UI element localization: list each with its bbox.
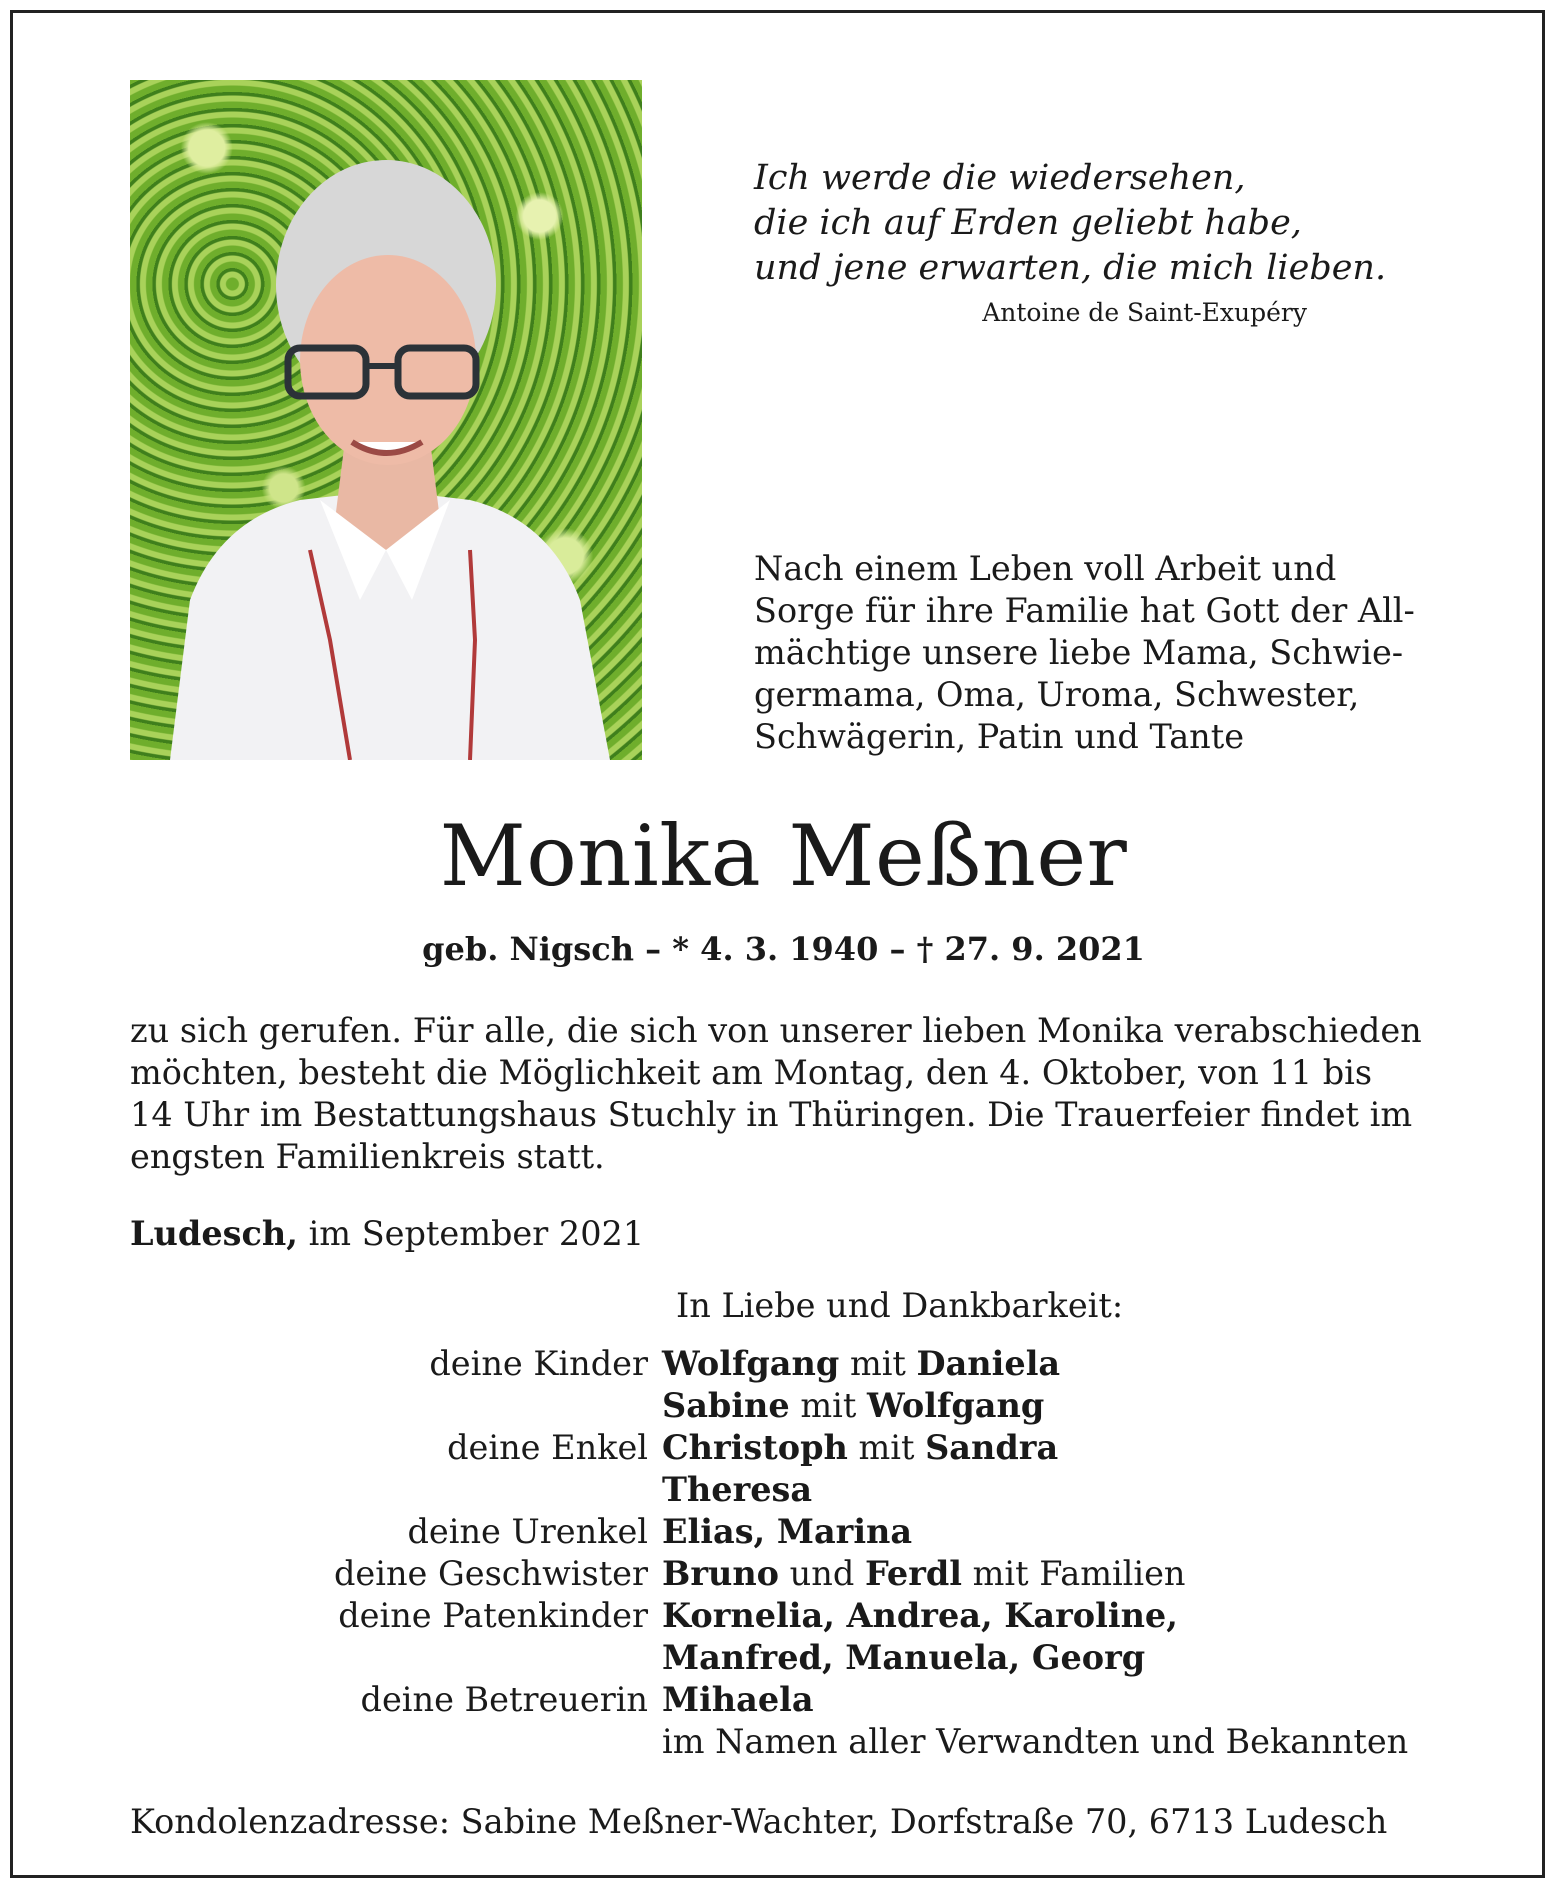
deceased-name: Monika Meßner xyxy=(439,807,1128,905)
relative-names xyxy=(662,1553,1186,1595)
portrait-illustration xyxy=(130,80,642,760)
closing-line: im Namen aller Verwandten und Bekannten xyxy=(662,1722,1409,1761)
relative-row xyxy=(0,1469,1567,1511)
relative-name: Bruno xyxy=(662,1554,780,1593)
relative-connector: mit xyxy=(847,1428,926,1467)
relative-label: deine Geschwister xyxy=(333,1554,648,1593)
relative-connector: mit Familien xyxy=(962,1554,1186,1593)
relative-connector: und xyxy=(779,1554,865,1593)
relative-row xyxy=(0,1679,1567,1721)
relative-row xyxy=(0,1595,1567,1637)
thanks-line: In Liebe und Dankbarkeit: xyxy=(676,1286,1124,1325)
relative-name: Christoph xyxy=(662,1428,848,1467)
quote-line: Ich werde die wiedersehen, xyxy=(754,158,1246,198)
relative-label: deine Betreuerin xyxy=(360,1680,648,1719)
relative-names xyxy=(662,1637,1145,1679)
birth-death-dates: geb. Nigsch – * 4. 3. 1940 – † 27. 9. 2021 xyxy=(422,930,1145,968)
relative-row xyxy=(0,1427,1567,1469)
relative-name: Wolfgang xyxy=(866,1386,1045,1425)
quote-line: die ich auf Erden geliebt habe, xyxy=(754,203,1302,243)
relative-row xyxy=(0,1385,1567,1427)
relative-name: Manfred, Manuela, Georg xyxy=(662,1638,1146,1677)
relative-name: Kornelia, Andrea, Karoline, xyxy=(662,1596,1178,1635)
relative-label xyxy=(0,1385,662,1427)
relative-name: Theresa xyxy=(662,1470,813,1509)
relative-name: Ferdl xyxy=(864,1554,963,1593)
relative-names xyxy=(662,1679,814,1721)
relative-names xyxy=(662,1511,912,1553)
relative-connector: mit xyxy=(789,1386,867,1425)
relative-names xyxy=(662,1385,1044,1427)
relative-names xyxy=(662,1427,1058,1469)
quote-author: Antoine de Saint-Exupéry xyxy=(982,298,1307,327)
relative-name: Daniela xyxy=(916,1344,1061,1383)
relative-names xyxy=(662,1469,812,1511)
place-town: Ludesch, xyxy=(130,1214,298,1253)
relatives-list xyxy=(0,1343,1567,1763)
relative-row xyxy=(0,1637,1567,1679)
body-text: zu sich gerufen. Für alle, die sich von unserer lieben Monika verabschieden möchten, besteht die Möglichkeit am Montag, den 4. Oktober, von 11 bis 14 Uhr im Bestattungshaus Stuchly in Thüringen. Die Trauerfeier findet im engsten Familienkreis statt. xyxy=(130,1011,1422,1176)
place-date xyxy=(130,1214,644,1253)
relative-name: Sabine xyxy=(662,1386,790,1425)
relative-name: Sandra xyxy=(925,1428,1059,1467)
place-date-text: im September 2021 xyxy=(297,1214,645,1253)
quote xyxy=(754,156,1386,291)
quote-line: und jene erwarten, die mich lieben. xyxy=(754,248,1387,288)
relative-label xyxy=(0,1469,662,1511)
relative-label xyxy=(0,1721,662,1763)
relative-row xyxy=(0,1553,1567,1595)
relative-row xyxy=(0,1343,1567,1385)
relative-names xyxy=(662,1595,1178,1637)
relative-names xyxy=(662,1343,1060,1385)
relative-name: Wolfgang xyxy=(662,1344,840,1383)
relative-names xyxy=(662,1721,1408,1763)
relative-label xyxy=(0,1637,662,1679)
portrait-photo xyxy=(130,80,642,760)
condolence-address: Kondolenzadresse: Sabine Meßner-Wachter, Dorfstraße 70, 6713 Ludesch xyxy=(130,1802,1388,1841)
relative-row xyxy=(0,1511,1567,1553)
relative-label: deine Kinder xyxy=(429,1344,648,1383)
relative-name: Elias, Marina xyxy=(662,1512,913,1551)
relative-row xyxy=(0,1721,1567,1763)
relative-label: deine Urenkel xyxy=(407,1512,648,1551)
relative-name: Mihaela xyxy=(662,1680,814,1719)
relative-label: deine Patenkinder xyxy=(338,1596,648,1635)
intro-text: Nach einem Leben voll Arbeit und Sorge für ihre Familie hat Gott der All- mächtige unsere liebe Mama, Schwie- germama, Oma, Uroma, Schwester, Schwägerin, Patin und Tante xyxy=(754,549,1415,756)
relative-connector: mit xyxy=(839,1344,917,1383)
relative-label: deine Enkel xyxy=(447,1428,648,1467)
